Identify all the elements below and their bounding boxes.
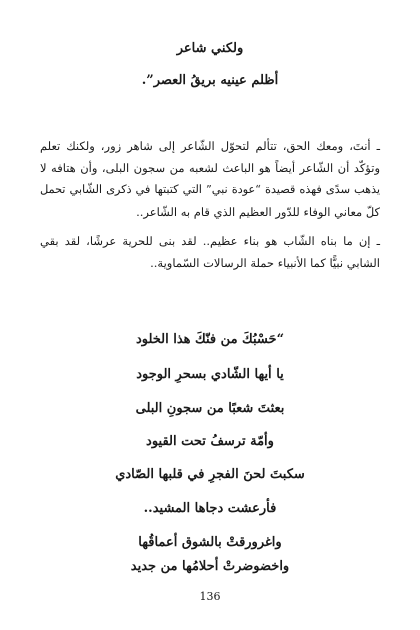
page-number: 136 bbox=[199, 590, 221, 603]
poem-line-7: واغرورقتْ بالشوق أعماقُها bbox=[138, 535, 282, 550]
poem-line-4: وأمّة ترسفُ تحت القيود bbox=[146, 434, 274, 449]
poem-line-8: واخضوضرتْ أحلامُها من جديد bbox=[130, 559, 290, 574]
poem-line-1: “حَسْبُكَ من فنّكَ هذا الخلود bbox=[135, 332, 285, 347]
paragraph-1-line-1: ـ أنتَ، ومعك الحق، تتألم لتحوّل الشّاعر إلى شاهر زور، ولكنك تعلم bbox=[40, 139, 380, 153]
poem-line-5: سكبتَ لحنَ الفجرِ في قلبها الصّادي bbox=[115, 467, 305, 482]
paragraph-1-line-3: يذهب سدًى فهذه قصيدة “عودة نبي” التي كتبتها في ذكرى الشّابي تحمل bbox=[40, 183, 380, 196]
paragraph-2-line-1: ـ إن ما بناه الشّاب هو بناء عظيم.. لقد بنى للحرية عرشًا، لقد بقي bbox=[40, 234, 380, 248]
paragraph-2-line-2: الشابي نبيًّا كما الأنبياء حملة الرسالات السّماوية.. bbox=[150, 256, 380, 270]
paragraph-2 bbox=[40, 230, 380, 274]
paragraph-1-line-4: كلّ معاني الوفاء للدّور العظيم الذي قام به الشّاعر.. bbox=[136, 205, 380, 219]
intro-verse-line-2: أظلم عينيه بريقُ العصر”. bbox=[141, 73, 279, 88]
poem-line-2: يا أيها الشّادي بسحرِ الوجود bbox=[136, 367, 284, 382]
poem-line-3: بعثتَ شعبًا من سجونِ البلى bbox=[135, 401, 285, 416]
intro-verse-line-1: ولكني شاعر bbox=[176, 41, 244, 56]
poem-line-6: فأرعشت دجاها المشيد.. bbox=[143, 501, 277, 516]
paragraph-1-line-2: وتؤكّد أن الشّاعر أيضاً هو الباعث لشعبه من سجون البلى، وأن هتافه لا bbox=[40, 161, 380, 175]
paragraph-1 bbox=[40, 135, 380, 223]
